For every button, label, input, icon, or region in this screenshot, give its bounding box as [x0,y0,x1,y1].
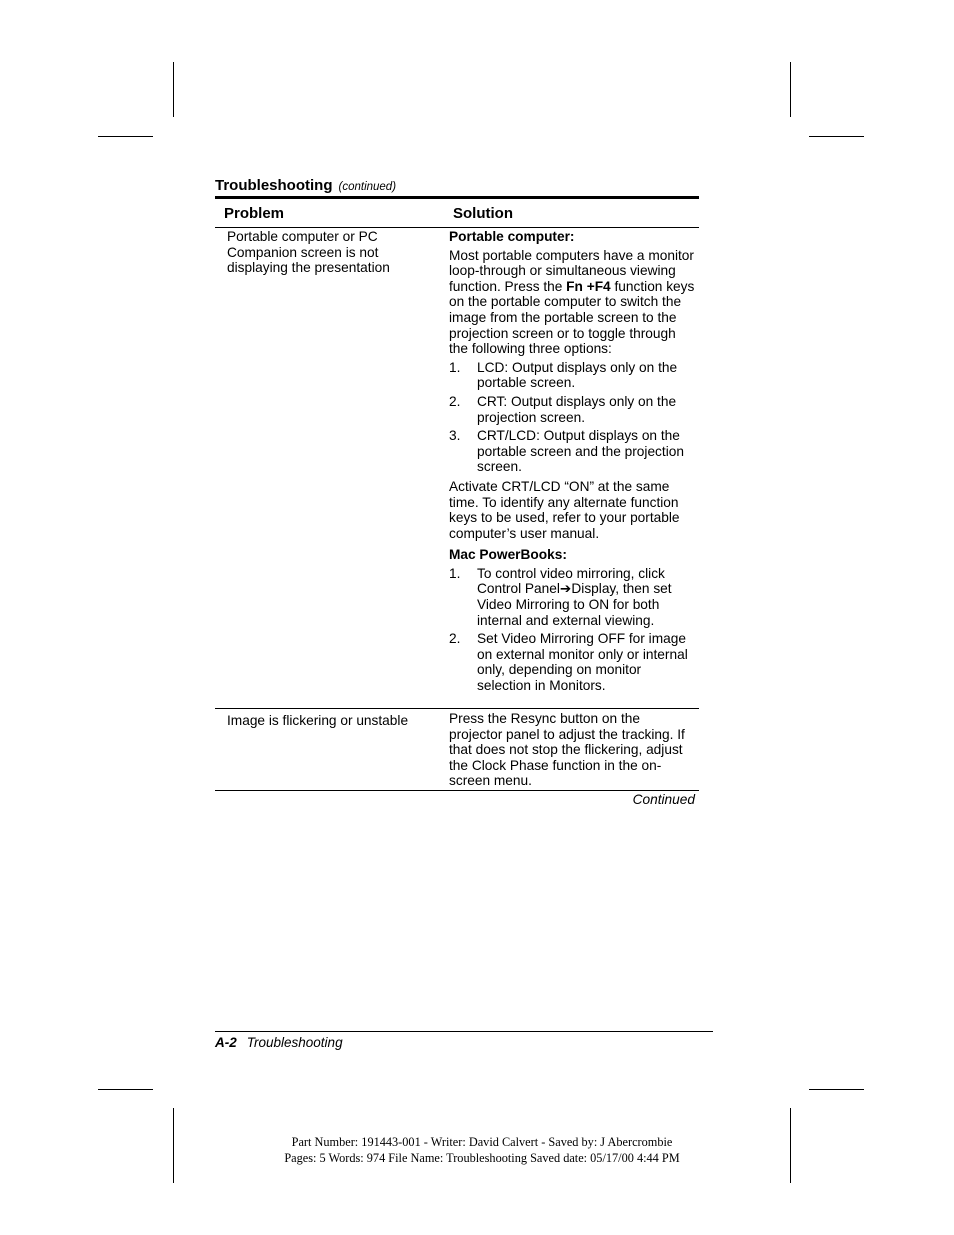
option-number: 2. [449,393,461,409]
section-heading [215,177,699,195]
crop-mark-bottom-left-vertical [173,1108,174,1183]
step-text: Set Video Mirroring OFF for image on external monitor only or internal only, depending on monitor selection in Monitors. [477,631,688,694]
option-item [449,394,695,425]
step-number: 1. [449,565,461,581]
continued-label: Continued [632,792,695,807]
mac-step-item [449,566,695,628]
activate-note: Activate CRT/LCD “ON” at the same time. To identify any alternate function keys to be used, refer to your portable computer’s user manual. [449,478,680,541]
solution-column-header: Solution [453,205,513,222]
option-text: CRT: Output displays only on the projection screen. [477,393,677,425]
crop-mark-bottom-right-vertical [790,1108,791,1183]
page-number: A-2 [215,1035,237,1050]
problem-column-header: Problem [224,205,285,222]
step-text: To control video mirroring, click Control Panel➔Display, then set Video Mirroring to ON for both internal and external viewing. [477,565,672,628]
section-continued-note: (continued) [338,181,397,193]
problem-cell: Image is flickering or unstable [227,713,409,728]
crop-mark-bottom-left-horizontal [98,1089,153,1090]
solution-subheading-mac: Mac PowerBooks: [449,547,567,563]
option-item [449,360,695,391]
header-rule [215,227,699,228]
crop-mark-top-left-horizontal [98,136,153,137]
solution-subheading-portable: Portable computer: [449,229,575,244]
row-divider [215,708,699,709]
solution-cell [449,229,695,694]
step-number: 2. [449,631,461,647]
option-text: CRT/LCD: Output displays on the portable screen and the projection screen. [477,428,684,475]
option-number: 1. [449,359,461,375]
crop-mark-bottom-right-horizontal [809,1089,864,1090]
footer-section: Troubleshooting [246,1035,343,1050]
option-text: LCD: Output displays only on the portable screen. [477,359,678,391]
solution-cell: Press the Resync button on the projector panel to adjust the tracking. If that does not stop the flickering, adjust the Clock Phase function in the on-screen menu. [449,711,685,789]
intro-text-after: function keys on the portable computer to switch the image from the portable screen to the projection screen or to toggle through the following three options: [449,278,695,357]
mac-step-item [449,631,695,693]
crop-mark-top-left-vertical [173,62,174,117]
table-bottom-rule [215,790,699,791]
option-number: 3. [449,428,461,444]
solution-intro-paragraph [449,248,695,357]
option-item [449,428,695,475]
intro-text-before: Most portable computers have a monitor loop-through or simultaneous viewing function. Press the [449,247,694,294]
table-top-rule [215,196,699,199]
page-footer [215,1035,343,1050]
footer-rule [215,1031,713,1032]
metadata-line: Pages: 5 Words: 974 File Name: Troubleshooting Saved date: 05/17/00 4:44 PM [284,1150,680,1165]
crop-mark-top-right-horizontal [809,136,864,137]
document-metadata [262,1135,702,1166]
section-title: Troubleshooting [215,177,333,194]
crop-mark-top-right-vertical [790,62,791,117]
problem-cell: Portable computer or PC Companion screen is not displaying the presentation [227,229,390,276]
metadata-line: Part Number: 191443-001 - Writer: David Calvert - Saved by: J Abercrombie [291,1135,673,1149]
function-key-label: Fn +F4 [566,278,611,294]
